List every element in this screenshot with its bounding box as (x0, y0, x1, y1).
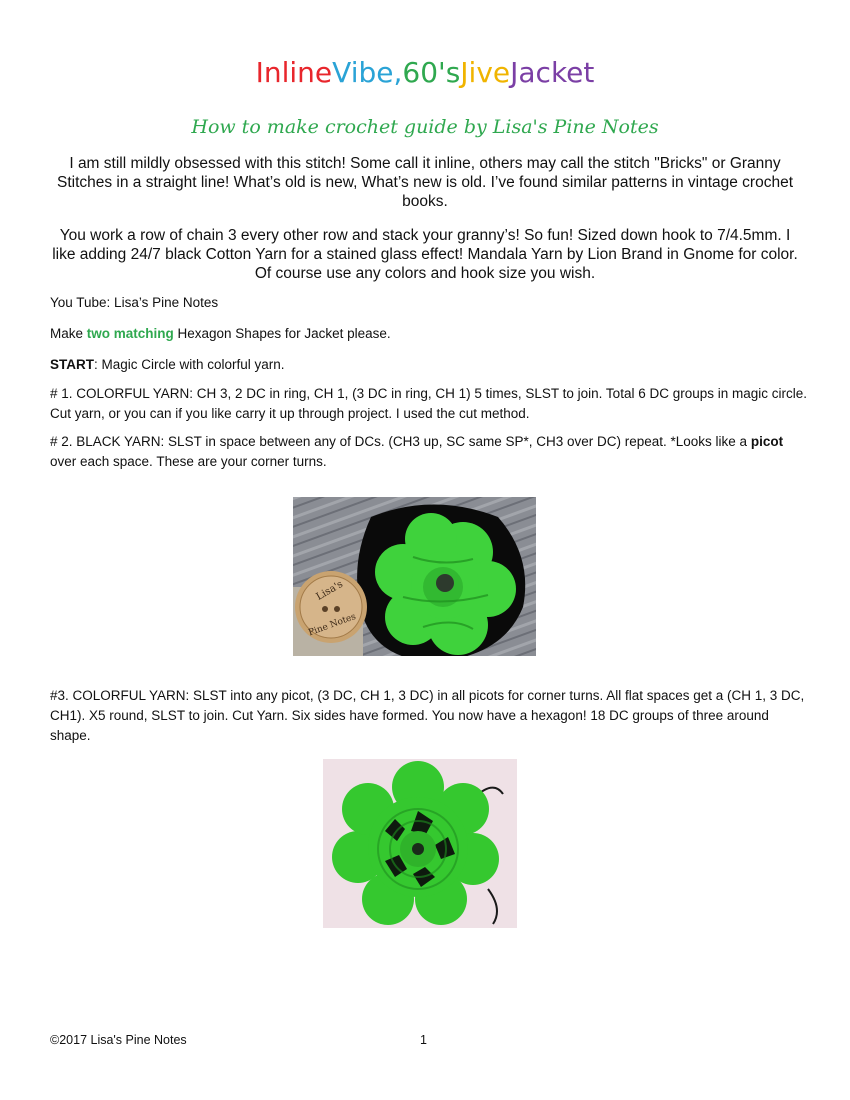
title-word-inline: Inline (255, 56, 333, 89)
row-3-instruction: #3. COLORFUL YARN: SLST into any picot, (3 DC, CH 1, 3 DC) in all picots for corner turns. All flat spaces get a (CH 1, 3 DC, CH1). X5 round, SLST to join. Cut Yarn. Six sides have formed. You now have a hexagon! 18 DC groups of three around shape. (50, 688, 805, 743)
row-1-instruction: # 1. COLORFUL YARN: CH 3, 2 DC in ring, CH 1, (3 DC in ring, CH 1) 5 times, SLST to join. Total 6 DC groups in magic circle. Cut yarn, or you can if you like carry it up through project. I used the cut method. (50, 386, 808, 421)
make-highlight: two matching (86, 326, 174, 341)
youtube-line: You Tube: Lisa’s Pine Notes (50, 295, 219, 310)
crochet-photo-hexagon-graphic (323, 759, 517, 928)
make-text-after: Hexagon Shapes for Jacket please. (173, 326, 391, 341)
row-2-text-before: # 2. BLACK YARN: SLST in space between any of DCs. (CH3 up, SC same SP*, CH3 over DC) repeat. *Looks like a (50, 434, 751, 449)
intro-paragraph-1: I am still mildly obsessed with this stitch! Some call it inline, others may call the stitch "Bricks" or Granny Stitches in a straight line! What’s old is new, What’s new is old. I’ve found similar patterns in vintage crochet books. (56, 155, 794, 210)
page-title (0, 56, 850, 89)
title-word-60s: 60's (402, 56, 461, 89)
row-2-bold: picot (750, 434, 784, 449)
footer-page-number: 1 (420, 1033, 427, 1047)
row-2-instruction (50, 432, 810, 472)
page-subtitle: How to make crochet guide by Lisa's Pine Notes (191, 116, 659, 138)
title-word-vibe: Vibe, (332, 56, 403, 89)
footer-copyright: ©2017 Lisa's Pine Notes (50, 1033, 187, 1047)
title-word-jive: Jive (460, 56, 511, 89)
start-instruction (50, 355, 810, 375)
start-text: : Magic Circle with colorful yarn. (94, 357, 285, 372)
intro-paragraph-2: You work a row of chain 3 every other row and stack your granny’s! So fun! Sized down hook to 7/4.5mm. I like adding 24/7 black Cotton Yarn for a stained glass effect! Mandala Yarn by Lion Brand in Gnome for color. Of course use any colors and hook size you wish. (52, 227, 798, 282)
start-label: START (50, 357, 94, 372)
crochet-photo-hexagon (323, 759, 517, 928)
title-word-jacket: Jacket (510, 56, 595, 89)
row-2-text-after: over each space. These are your corner turns. (50, 454, 327, 469)
crochet-photo-round-2-graphic (293, 497, 536, 656)
button-text-line2: Pine Notes (307, 611, 358, 639)
button-text-line1: Lisa's (314, 578, 345, 603)
crochet-photo-round-2 (293, 497, 536, 656)
make-text-before: Make (50, 326, 87, 341)
make-instruction (50, 324, 810, 344)
